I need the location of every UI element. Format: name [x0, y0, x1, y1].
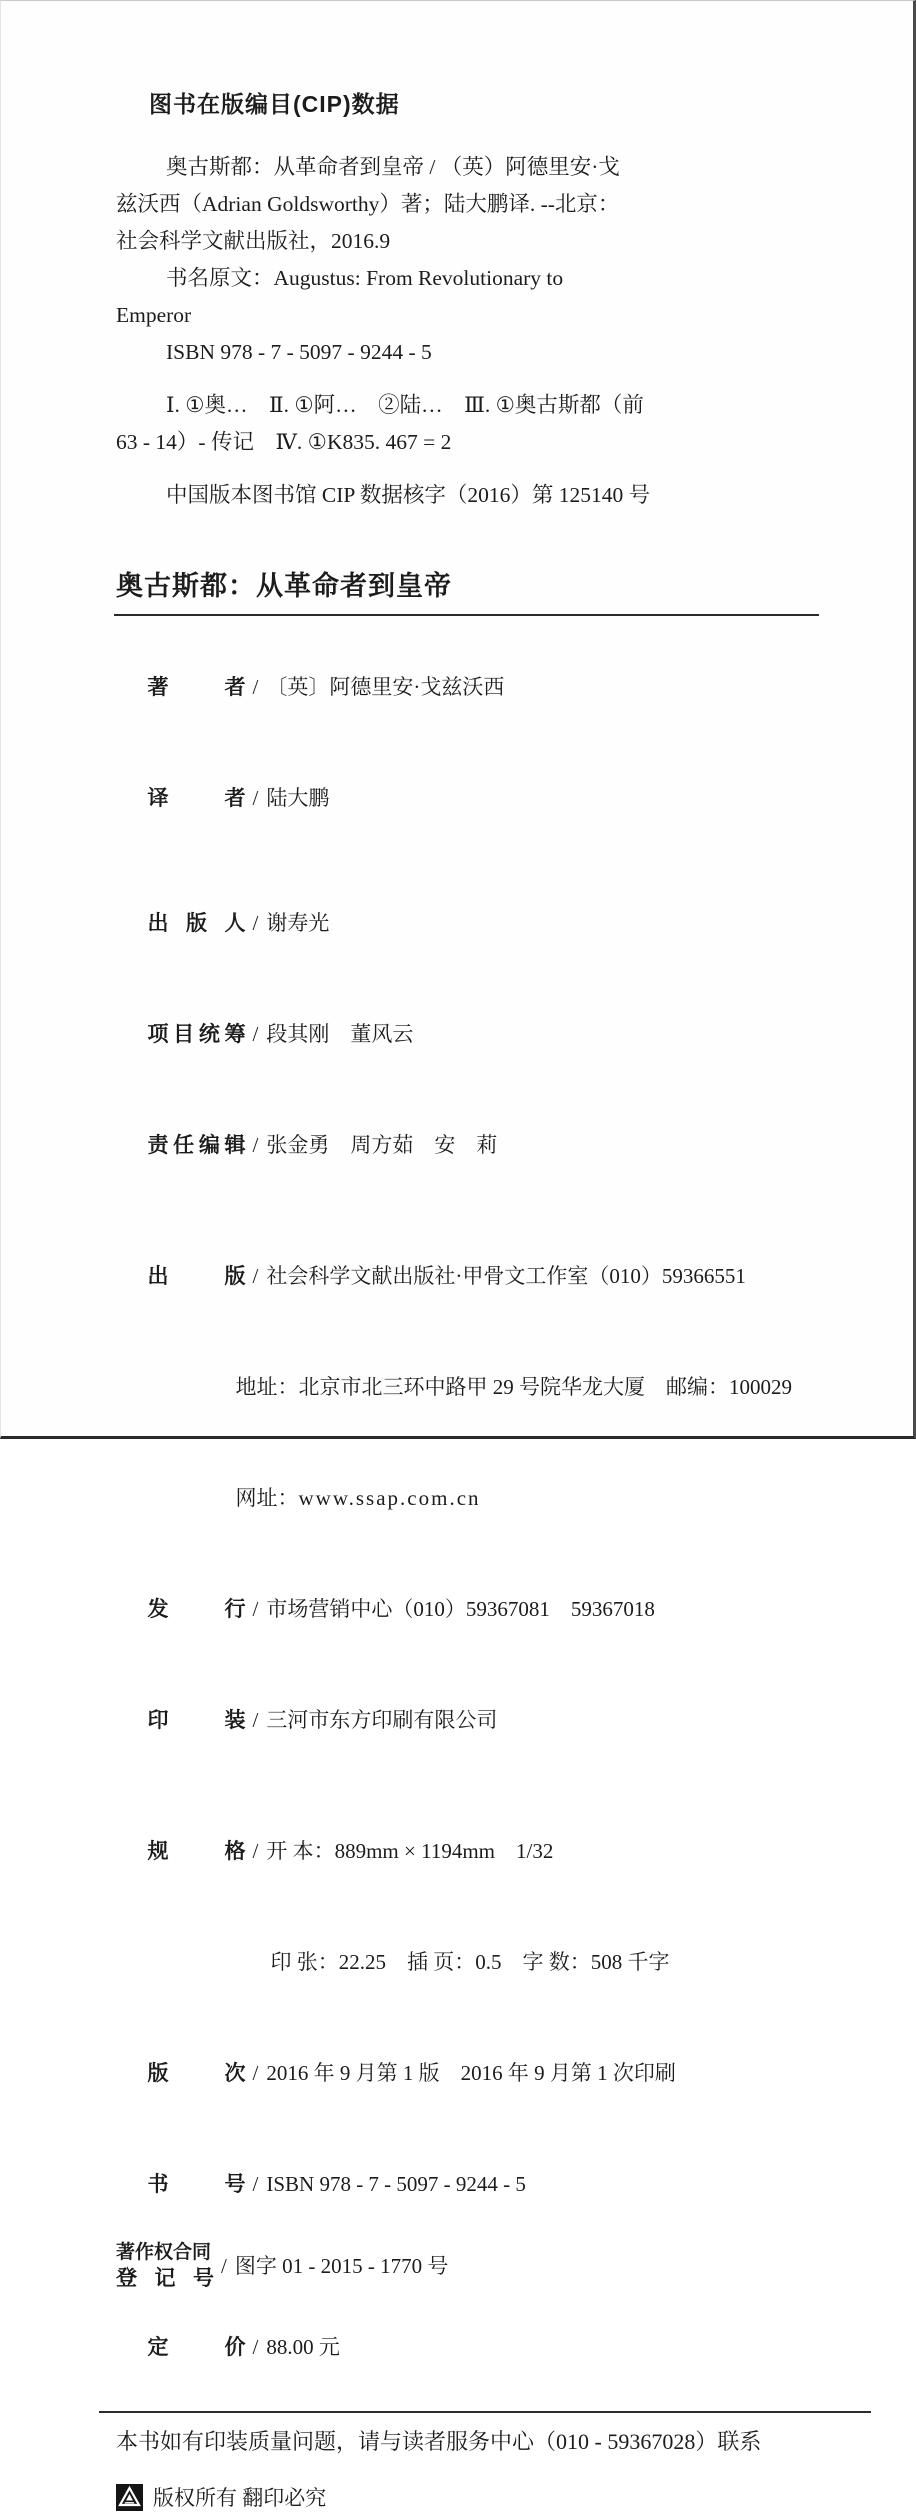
field-label: 发行 — [147, 1598, 246, 1621]
book-title: 奥古斯都：从革命者到皇帝 — [116, 571, 452, 601]
colophon-row-project-coordinators — [116, 979, 913, 1090]
field-value: 陆大鹏 — [266, 786, 330, 810]
cip-line: 兹沃西（Adrian Goldsworthy）著；陆大鹏译. --北京： — [116, 192, 620, 216]
separator: / — [252, 1839, 259, 1863]
colophon-row-format — [116, 1796, 913, 1907]
colophon-subrow-website — [116, 1443, 913, 1554]
colophon-row-translator — [116, 743, 913, 854]
field-label: 规格 — [147, 1840, 246, 1863]
field-value: 三河市东方印刷有限公司 — [266, 1708, 498, 1732]
separator: / — [252, 2172, 259, 2196]
separator: / — [252, 675, 259, 699]
colophon-row-editors — [116, 1090, 913, 1201]
copyright-line — [116, 2482, 913, 2512]
page-footer — [116, 2411, 913, 2512]
colophon-row-price — [116, 2292, 913, 2403]
field-value: 〔英〕阿德里安·戈兹沃西 — [266, 675, 505, 699]
colophon-row-distribution — [116, 1554, 913, 1665]
field-label: 著者 — [147, 676, 246, 699]
separator: / — [252, 1133, 259, 1157]
colophon-row-copyright-registration — [116, 2240, 913, 2292]
separator: / — [252, 2335, 259, 2359]
colophon-subrow-address — [116, 1332, 913, 1443]
colophon-row-publisher-person — [116, 868, 913, 979]
cip-isbn: ISBN 978 - 7 - 5097 - 9244 - 5 — [166, 340, 432, 364]
field-label: 定价 — [147, 2336, 246, 2359]
field-value: 社会科学文献出版社·甲骨文工作室（010）59366551 — [266, 1264, 746, 1288]
cip-block — [116, 89, 913, 514]
separator: / — [252, 1264, 259, 1288]
colophon — [116, 632, 913, 2403]
print-sheets: 印 张：22.25 插 页：0.5 字 数：508 千字 — [270, 1950, 670, 1974]
footer-rule — [99, 2411, 871, 2413]
cip-classification: 63 - 14）- 传记 Ⅳ. ①K835. 467 = 2 — [116, 430, 452, 454]
field-value: 开 本：889mm × 1194mm 1/32 — [266, 1839, 554, 1863]
field-label — [116, 2240, 214, 2292]
field-label-line1: 著作权合同 — [116, 2242, 212, 2263]
field-label: 版次 — [147, 2062, 246, 2085]
copyright-notice: 版权所有 翻印必究 — [153, 2486, 327, 2510]
separator: / — [252, 1597, 259, 1621]
website-label: 网址： — [235, 1486, 299, 1510]
cip-line: Emperor — [116, 303, 192, 327]
website-url: www.ssap.com.cn — [298, 1486, 481, 1510]
field-label: 项目统筹 — [147, 1023, 246, 1046]
field-value: 段其刚 董风云 — [266, 1022, 414, 1046]
separator: / — [252, 786, 259, 810]
field-value: 谢寿光 — [266, 911, 330, 935]
separator: / — [252, 1708, 259, 1732]
cip-heading: 图书在版编目(CIP)数据 — [149, 91, 400, 117]
cip-line: 书名原文：Augustus: From Revolutionary to — [166, 266, 564, 290]
field-value: 张金勇 周方茹 安 莉 — [266, 1133, 498, 1157]
publisher-address: 地址：北京市北三环中路甲 29 号院华龙大厦 邮编：100029 — [235, 1375, 792, 1399]
quality-service-note: 本书如有印装质量问题，请与读者服务中心（010 - 59367028）联系 — [116, 2429, 762, 2454]
separator: / — [252, 911, 259, 935]
separator: / — [252, 1022, 259, 1046]
field-value: 图字 01 - 2015 - 1770 号 — [234, 2254, 449, 2278]
colophon-row-author — [116, 632, 913, 743]
field-label: 出版 — [147, 1265, 246, 1288]
field-label: 译者 — [147, 787, 246, 810]
field-label: 出版人 — [147, 912, 246, 935]
field-label: 书号 — [147, 2173, 246, 2196]
field-label: 责任编辑 — [147, 1134, 246, 1157]
field-value: ISBN 978 - 7 - 5097 - 9244 - 5 — [266, 2172, 526, 2196]
cip-record — [116, 149, 913, 514]
separator: / — [221, 2254, 227, 2278]
colophon-row-printing — [116, 1665, 913, 1776]
field-label-line2: 登记号 — [116, 2267, 214, 2290]
cip-line: 社会科学文献出版社，2016.9 — [116, 229, 391, 253]
colophon-subrow-sheets — [116, 1907, 913, 2018]
field-value: 市场营销中心（010）59367081 59367018 — [266, 1597, 655, 1621]
field-value: 2016 年 9 月第 1 版 2016 年 9 月第 1 次印刷 — [266, 2061, 676, 2085]
anti-piracy-logo-icon — [116, 2484, 143, 2511]
cip-classification: Ⅰ. ①奥… Ⅱ. ①阿… ②陆… Ⅲ. ①奥古斯都（前 — [166, 393, 644, 417]
separator: / — [252, 2061, 259, 2085]
cip-line: 奥古斯都：从革命者到皇帝 / （英）阿德里安·戈 — [166, 155, 620, 179]
colophon-row-isbn — [116, 2129, 913, 2240]
field-label: 印装 — [147, 1709, 246, 1732]
cip-registration-number: 中国版本图书馆 CIP 数据核字（2016）第 125140 号 — [166, 483, 651, 507]
colophon-row-publisher — [116, 1221, 913, 1332]
colophon-row-edition — [116, 2018, 913, 2129]
title-rule — [114, 614, 819, 616]
field-value: 88.00 元 — [266, 2335, 340, 2359]
